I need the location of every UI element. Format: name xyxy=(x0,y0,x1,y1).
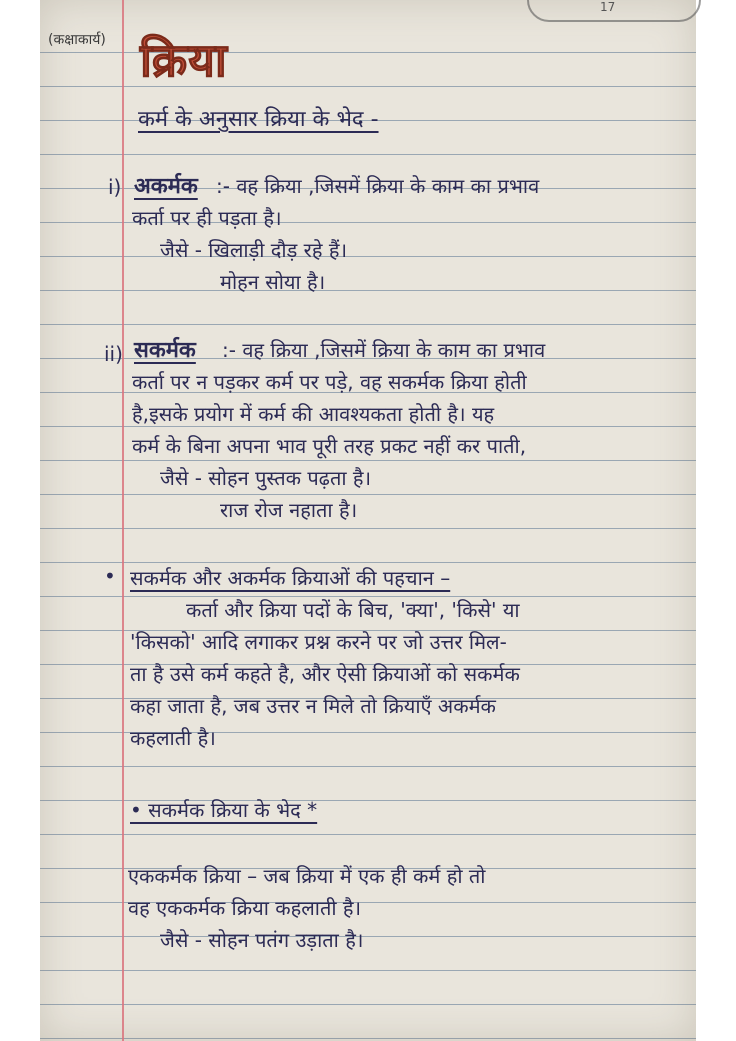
roman-numeral-2: ii) xyxy=(104,342,123,366)
akarmak-line-1: :- वह क्रिया ,जिसमें क्रिया के काम का प्रभाव xyxy=(216,174,540,198)
bhed-example: जैसे - सोहन पतंग उड़ाता है। xyxy=(160,928,364,952)
pehchan-line-1: कर्ता और क्रिया पदों के बिच, 'क्या', 'किसे' या xyxy=(186,598,520,622)
bhed-heading: • सकर्मक क्रिया के भेद * xyxy=(130,798,318,822)
pehchan-line-3: ता है उसे कर्म कहते है, और ऐसी क्रियाओं को सकर्मक xyxy=(130,662,520,686)
pehchan-line-4: कहा जाता है, जब उत्तर न मिले तो क्रियाएँ अकर्मक xyxy=(130,694,496,718)
akarmak-example-1: जैसे - खिलाड़ी दौड़ रहे हैं। xyxy=(160,238,348,262)
pehchan-heading: सकर्मक और अकर्मक क्रियाओं की पहचान – xyxy=(130,566,451,590)
term-akarmak: अकर्मक xyxy=(134,174,198,199)
akarmak-example-2: मोहन सोया है। xyxy=(220,270,326,294)
akarmak-line-2: कर्ता पर ही पड़ता है। xyxy=(132,206,282,230)
margin-line xyxy=(122,0,124,1041)
classwork-label: (कक्षाकार्य) xyxy=(48,32,106,48)
sakarmak-line-2: कर्ता पर न पड़कर कर्म पर पड़े, वह सकर्मक क्रिया होती xyxy=(132,370,527,394)
bhed-line-1: एककर्मक क्रिया – जब क्रिया में एक ही कर्म हो तो xyxy=(128,864,486,888)
sakarmak-line-1: :- वह क्रिया ,जिसमें क्रिया के काम का प्रभाव xyxy=(222,338,546,362)
sakarmak-line-3: है,इसके प्रयोग में कर्म की आवश्यकता होती है। यह xyxy=(132,402,495,426)
page-number: 17 xyxy=(600,0,616,14)
sakarmak-line-4: कर्म के बिना अपना भाव पूरी तरह प्रकट नहीं कर पाती, xyxy=(132,434,527,458)
bullet-point: • xyxy=(104,564,116,588)
page-title: क्रिया xyxy=(140,33,228,87)
pehchan-line-5: कहलाती है। xyxy=(130,726,216,750)
term-sakarmak: सकर्मक xyxy=(134,338,196,363)
pehchan-line-2: 'किसको' आदि लगाकर प्रश्न करने पर जो उत्तर मिल- xyxy=(130,630,507,654)
roman-numeral-1: i) xyxy=(108,175,122,199)
bhed-line-2: वह एककर्मक क्रिया कहलाती है। xyxy=(128,896,362,920)
sakarmak-example-2: राज रोज नहाता है। xyxy=(220,498,358,522)
sakarmak-example-1: जैसे - सोहन पुस्तक पढ़ता है। xyxy=(160,466,372,490)
section-heading: कर्म के अनुसार क्रिया के भेद - xyxy=(138,107,379,132)
